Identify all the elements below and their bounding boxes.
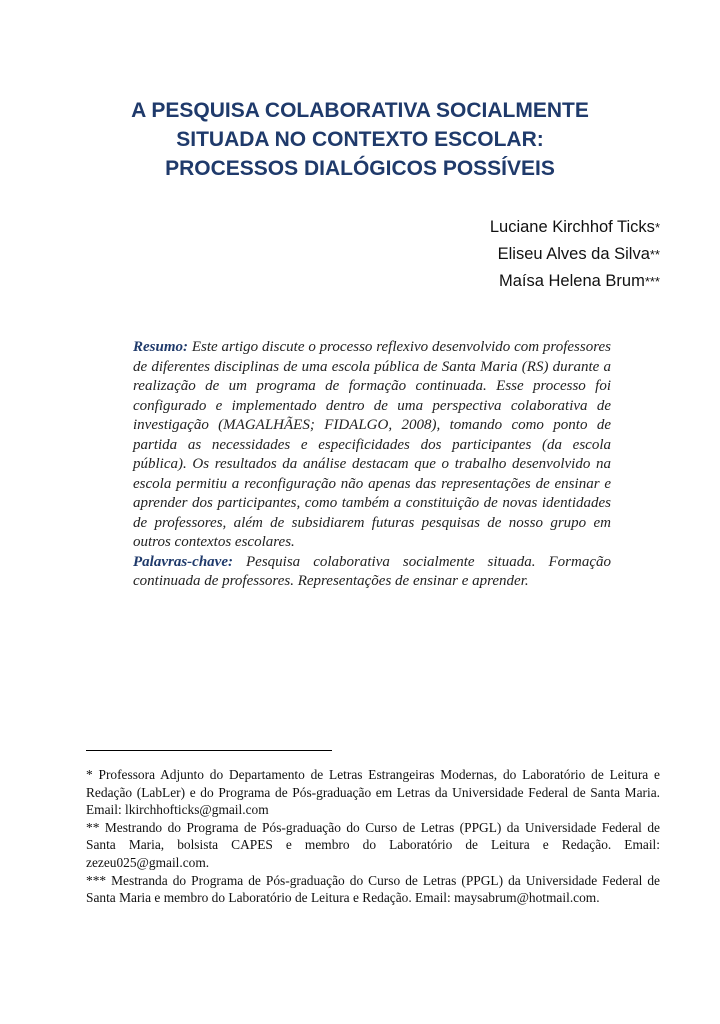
keywords-text: Pesquisa colaborativa socialmente situada. Formação continuada de professores. Representações de ensinar e aprender. — [133, 553, 611, 589]
title-line-2: SITUADA NO CONTEXTO ESCOLAR: — [176, 128, 544, 151]
author-3-name: Maísa Helena Brum — [499, 272, 645, 290]
abstract-block — [133, 338, 611, 592]
abstract-paragraph — [133, 338, 611, 553]
paper-title — [60, 96, 660, 183]
footnote-3-marker: *** — [86, 872, 107, 888]
author-2-marker: ** — [649, 247, 660, 262]
author-1-name: Luciane Kirchhof Ticks — [489, 218, 655, 236]
footnote-2 — [86, 819, 660, 872]
abstract-label: Resumo: — [133, 339, 189, 355]
footnotes — [86, 766, 660, 907]
abstract-text: Este artigo discute o processo reflexivo desenvolvido com professores de diferentes disciplinas de uma escola pública de Santa Maria (RS) durante a realização de um programa de formação continuada. Esse processo foi configurado e implementado dentro de uma perspectiva colaborativa de investigação (MAGALHÃES; FIDALGO, 2008), tomando como ponto de partida as necessidades e especificidades dos participantes (da escola pública). Os resultados da análise destacam que o trabalho desenvolvido na escola permitiu a reconfiguração não apenas das representações de ensinar e aprender dos participantes, como também a constituição de novas identidades de professores, além de subsidiarem futuras pesquisas de nosso grupo em outros contextos escolares. — [133, 339, 611, 550]
footnote-1-text: Professora Adjunto do Departamento de Letras Estrangeiras Modernas, do Laboratório de Leitura e Redação (LabLer) e do Programa de Pós-graduação em Letras da Universidade Federal de Santa Maria. Email: lkirchhofticks@gmail.com — [86, 767, 660, 818]
footnote-3-text: Mestranda do Programa de Pós-graduação do Curso de Letras (PPGL) da Universidade Federal de Santa Maria e membro do Laboratório de Leitura e Redação. Email: maysabrum@hotmail.com. — [86, 872, 660, 906]
author-2 — [490, 241, 660, 268]
author-1 — [490, 214, 660, 241]
author-1-marker: * — [654, 220, 660, 235]
footnote-1 — [86, 766, 660, 819]
footnote-2-text: Mestrando do Programa de Pós-graduação do Curso de Letras (PPGL) da Universidade Federal de Santa Maria, bolsista CAPES e membro do Laboratório de Leitura e Redação. Email: zezeu025@gmail.com. — [86, 819, 660, 870]
footnote-2-marker: ** — [86, 819, 100, 835]
keywords-label: Palavras-chave: — [133, 553, 233, 570]
title-line-3: PROCESSOS DIALÓGICOS POSSÍVEIS — [165, 157, 555, 180]
author-2-name: Eliseu Alves da Silva — [497, 245, 650, 263]
footnote-1-marker: * — [86, 767, 93, 782]
title-line-1: A PESQUISA COLABORATIVA SOCIALMENTE — [131, 99, 589, 122]
author-3 — [490, 268, 660, 295]
footnote-3 — [86, 872, 660, 907]
author-list — [490, 214, 660, 295]
author-3-marker: *** — [644, 274, 660, 289]
footnote-separator — [86, 750, 332, 751]
keywords-paragraph — [133, 553, 611, 592]
